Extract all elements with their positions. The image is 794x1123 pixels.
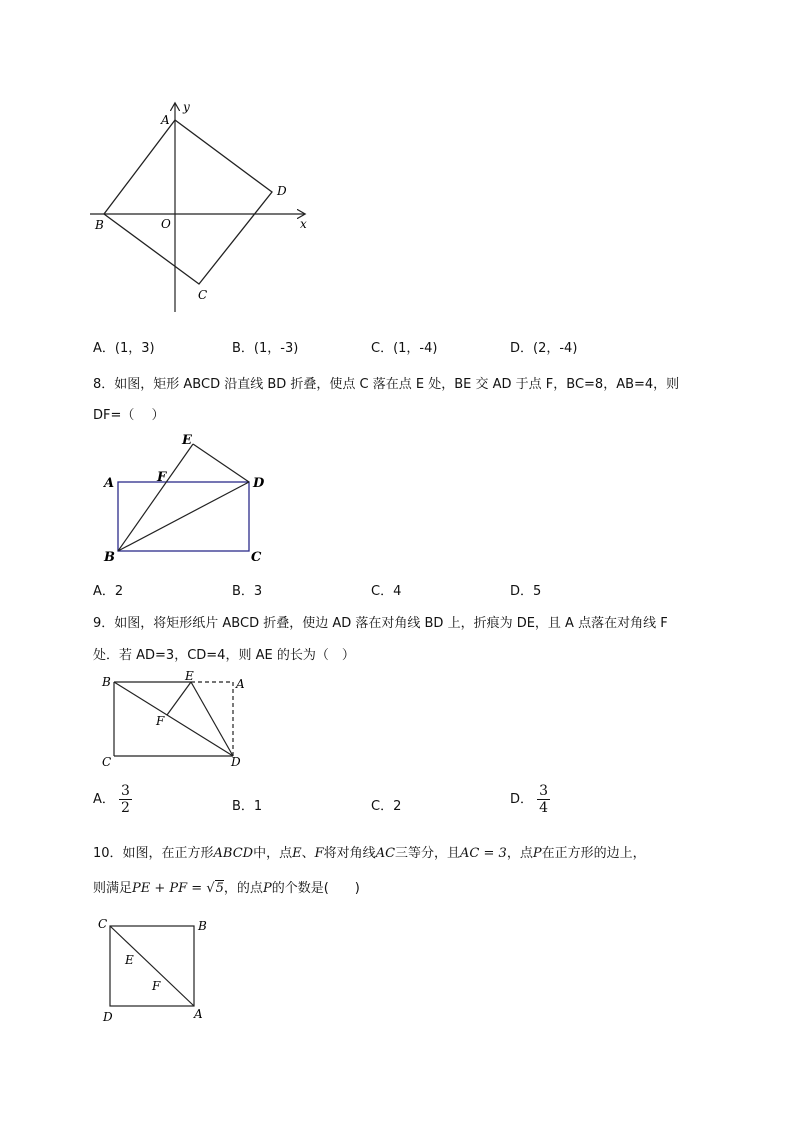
square-abcd — [104, 120, 272, 284]
text: 中，点 — [253, 846, 293, 861]
q9-option-d[interactable] — [510, 783, 550, 816]
segment-ed — [191, 682, 233, 756]
label-a: A — [161, 113, 170, 127]
segment-bd — [114, 682, 233, 756]
math: P — [532, 846, 542, 861]
math: P — [262, 881, 272, 896]
text: 10．如图，在正方形 — [93, 846, 214, 861]
text: 在正方形的边上， — [541, 846, 646, 861]
fraction-numerator: 3 — [121, 783, 130, 799]
q9-figure — [100, 670, 260, 770]
text: 的个数是( ) — [271, 881, 360, 896]
q8-option-a[interactable]: A．2 — [93, 584, 124, 599]
label-d: D — [103, 1010, 113, 1024]
fraction-denominator: 2 — [121, 800, 130, 816]
label-d: D — [277, 184, 287, 198]
label-a: A — [236, 677, 245, 691]
text: 、 — [301, 846, 315, 861]
q8-option-d[interactable]: D．5 — [510, 584, 542, 599]
q9-option-b[interactable]: B．1 — [232, 799, 263, 814]
fraction-denominator: 4 — [539, 800, 549, 816]
q8-text-line2: DF=（ ） — [93, 408, 165, 423]
diagonal-ac — [110, 926, 194, 1006]
math: E — [292, 846, 302, 861]
q9-text-line2: 处．若 AD=3，CD=4，则 AE 的长为（ ） — [93, 648, 355, 663]
label-b: B — [104, 550, 115, 565]
text: 将对角线 — [323, 846, 376, 861]
label-c: C — [102, 755, 112, 769]
q9-option-d-fraction — [537, 783, 550, 816]
q9-option-d-prefix: D． — [510, 792, 534, 807]
label-c: C — [198, 288, 208, 302]
q7-option-a[interactable]: A．(1，3) — [93, 341, 155, 356]
label-e: E — [185, 670, 194, 683]
label-x: x — [300, 217, 307, 231]
q10-text-line2 — [93, 877, 360, 896]
label-o: O — [161, 217, 171, 231]
segment-ed — [193, 444, 249, 482]
q8-option-c[interactable]: C．4 — [371, 584, 402, 599]
label-b: B — [102, 675, 111, 689]
q8-option-b[interactable]: B．3 — [232, 584, 263, 599]
q9-text-line1: 9．如图，将矩形纸片 ABCD 折叠，使边 AD 落在对角线 BD 上，折痕为 DE，且 A 点落在对角线 F — [93, 616, 668, 631]
text: ，点 — [506, 846, 533, 861]
label-d: D — [231, 755, 241, 769]
label-a: A — [194, 1007, 203, 1021]
math: AC — [375, 846, 396, 861]
label-c: C — [251, 550, 262, 565]
sqrt-radicand: 5 — [215, 881, 224, 896]
q9-option-a-fraction — [119, 783, 132, 816]
text: ，的点 — [223, 881, 263, 896]
segment-be — [118, 444, 193, 551]
label-e: E — [182, 433, 192, 448]
label-a: A — [104, 476, 115, 491]
sqrt-sign: √ — [206, 881, 215, 896]
math: F — [314, 846, 324, 861]
q7-option-c[interactable]: C．(1，-4) — [371, 341, 438, 356]
label-f: F — [152, 979, 161, 993]
label-y: y — [183, 100, 190, 114]
segment-ef — [167, 682, 191, 715]
q8-text-line1: 8．如图，矩形 ABCD 沿直线 BD 折叠，使点 C 落在点 E 处，BE 交 AD 于点 F，BC=8，AB=4，则 — [93, 377, 680, 392]
text: 则满足 — [93, 881, 133, 896]
math: PE + PF = — [132, 881, 207, 896]
q9-option-c[interactable]: C．2 — [371, 799, 402, 814]
math: AC = 3 — [460, 846, 507, 861]
label-d: D — [253, 476, 265, 491]
q10-text-line1 — [93, 842, 646, 861]
q7-option-d[interactable]: D．(2，-4) — [510, 341, 578, 356]
label-c: C — [98, 917, 108, 931]
text: 三等分，且 — [395, 846, 461, 861]
q9-option-a[interactable] — [93, 783, 132, 816]
label-e: E — [125, 953, 134, 967]
q10-figure — [96, 912, 216, 1024]
q8-figure — [100, 430, 275, 565]
label-f: F — [156, 714, 165, 728]
label-f: F — [157, 470, 167, 485]
q7-figure — [88, 98, 318, 313]
fraction-numerator: 3 — [539, 783, 549, 799]
label-b: B — [198, 919, 207, 933]
q9-option-a-prefix: A． — [93, 792, 115, 807]
q7-option-b[interactable]: B．(1，-3) — [232, 341, 299, 356]
math: ABCD — [213, 846, 254, 861]
label-b: B — [95, 218, 104, 232]
segment-bd — [118, 482, 249, 551]
